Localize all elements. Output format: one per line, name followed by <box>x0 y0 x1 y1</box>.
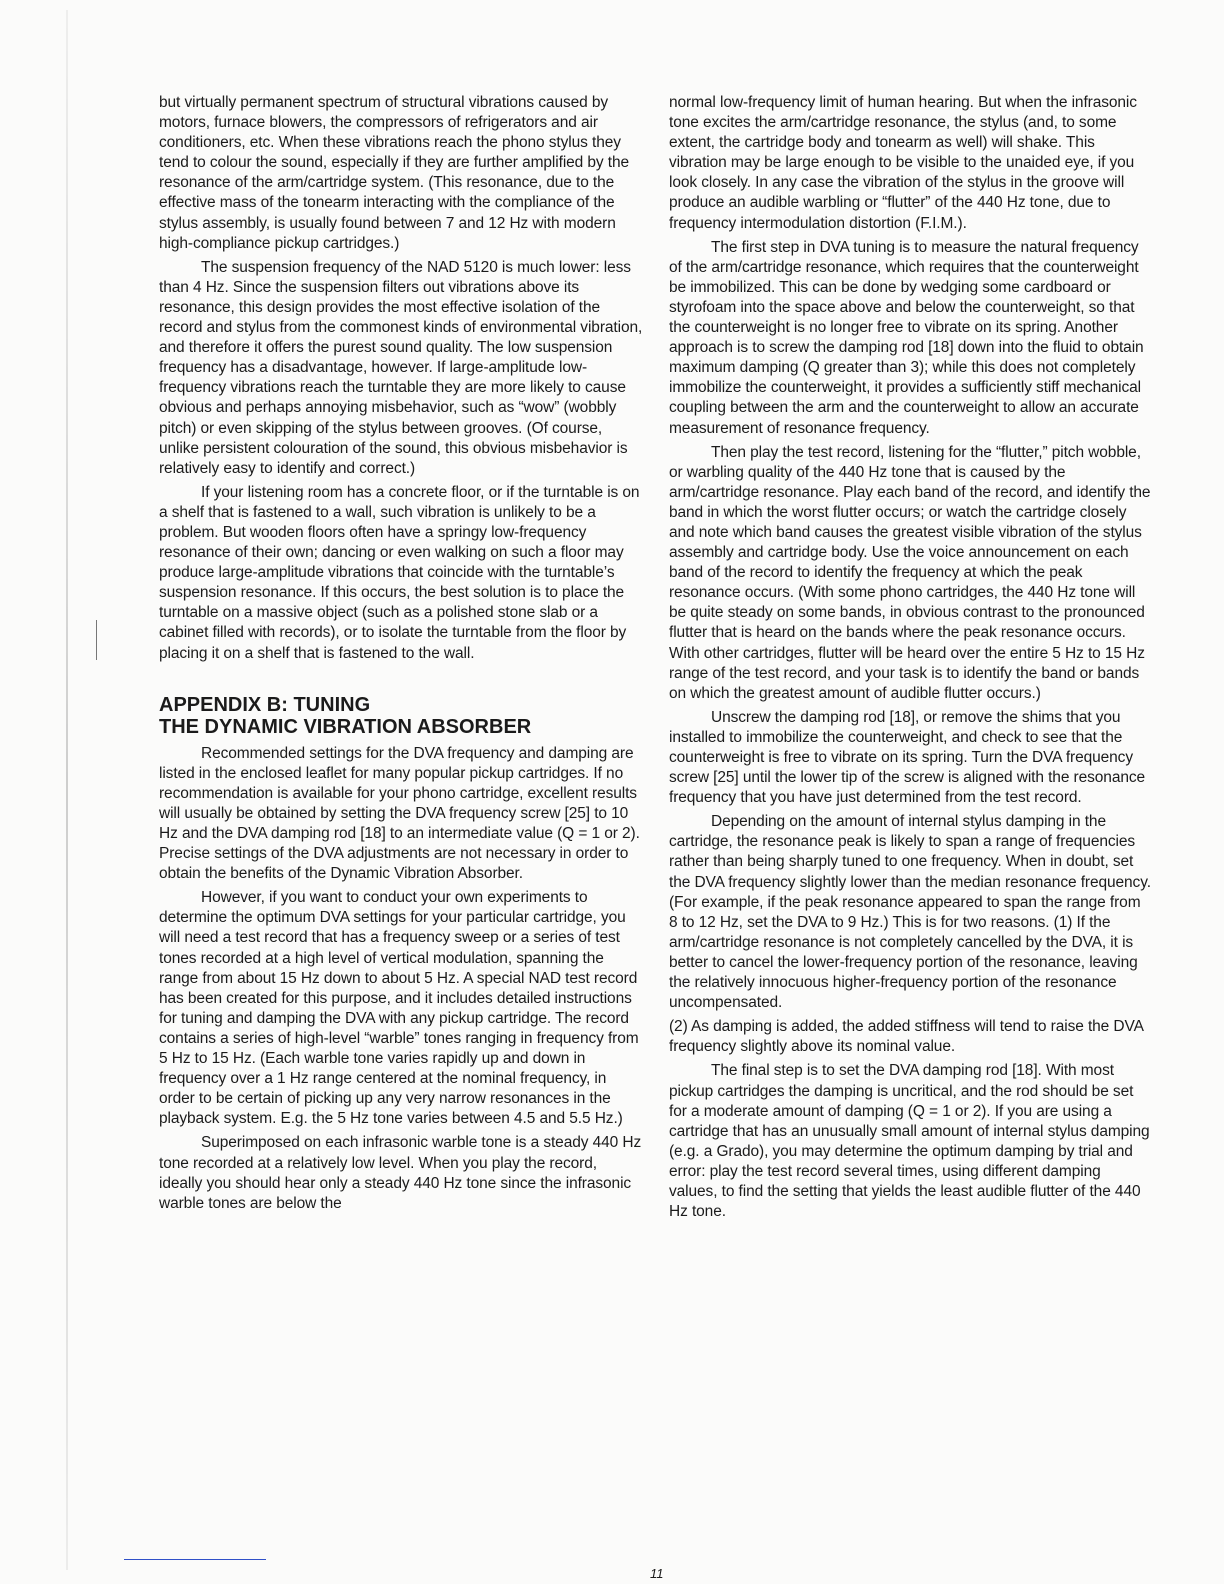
footer-rule <box>124 1559 266 1560</box>
scan-mark <box>96 620 97 660</box>
paragraph: Recommended settings for the DVA frequency and damping are listed in the enclosed leaflet for many popular pickup cartridges. If no recommendation is available for your phono cartridge, excellent results will usually be obtained by setting the DVA frequency screw [25] to 10 Hz and the DVA damping rod [18] to an intermediate value (Q = 1 or 2). Precise settings of the DVA adjustments are not necessary in order to obtain the benefits of the Dynamic Vibration Absorber. <box>159 744 640 883</box>
page-number: 11 <box>650 1566 664 1581</box>
heading-line: APPENDIX B: TUNING <box>159 693 371 716</box>
scan-binding-edge <box>66 10 68 1570</box>
paragraph: The first step in DVA tuning is to measure the natural frequency of the arm/cartridge resonance, which requires that the counterweight be immobilized. This can be done by wedging some cardboard or styrofoam into the space above and below the counterweight, so that the counterweight is no longer free to vibrate on its spring. Another approach is to screw the damping rod [18] down into the fluid to obtain maximum damping (Q greater than 3); while this does not completely immobilize the counterweight, it provides a sufficiently stiff mechanical coupling between the arm and the counterweight to allow an accurate measurement of resonance frequency. <box>669 238 1144 437</box>
paragraph: Unscrew the damping rod [18], or remove the shims that you installed to immobilize the counterweight, and check to see that the counterweight is free to vibrate on its spring. Turn the DVA frequency screw [25] until the lower tip of the screw is aligned with the resonance frequency that you have just determined from the test record. <box>669 708 1146 807</box>
paragraph: normal low-frequency limit of human hearing. But when the infrasonic tone excites the arm/cartridge resonance, the stylus (and, to some extent, the cartridge body and tonearm as well) will shake. This vibration may be large enough to be visible to the unaided eye, if you look closely. In any case the vibration of the stylus in the groove will produce an audible warbling or “flutter” of the 440 Hz tone, due to frequency intermodulation distortion (F.I.M.). <box>669 94 1137 232</box>
paragraph: Superimposed on each infrasonic warble tone is a steady 440 Hz tone recorded at a relatively low level. When you play the record, ideally you should hear only a steady 440 Hz tone since the infrasonic warble tones are below the <box>159 1134 642 1212</box>
paragraph: The suspension frequency of the NAD 5120 is much lower: less than 4 Hz. Since the suspension filters out vibrations above its resonance, this design provides the most effective isolation of the record and stylus from the commonest kinds of environmental vibration, and therefore it offers the purest sound quality. The low suspension frequency has a disadvantage, however. If large-amplitude low-frequency vibrations reach the turntable they are more likely to cause obvious and perhaps annoying misbehavior, such as “wow” (wobbly pitch) or even skipping of the stylus between grooves. (Of course, unlike persistent colouration of the sound, this obvious misbehavior is relatively easy to identify and correct.) <box>159 258 643 477</box>
paragraph: Depending on the amount of internal stylus damping in the cartridge, the resonance peak is likely to span a range of frequencies rather than being sharply tuned to one frequency. When in doubt, set the DVA frequency slightly lower than the median resonance frequency. (For example, if the peak resonance appeared to span the range from 8 to 12 Hz, set the DVA to 9 Hz.) This is for two reasons. (1) If the arm/cartridge resonance is not completely cancelled by the DVA, it is better to cancel the lower-frequency portion of the resonance, leaving the relatively innocuous higher-frequency portion of the resonance uncompensated. <box>669 813 1151 1012</box>
left-column <box>159 93 643 1218</box>
right-column <box>669 93 1153 1226</box>
paragraph: However, if you want to conduct your own experiments to determine the optimum DVA settings for your particular cartridge, you will need a test record that has a frequency sweep or a series of test tones recorded at a high level of vertical modulation, spanning the range from about 15 Hz down to about 5 Hz. A special NAD test record has been created for this purpose, and it includes detailed instructions for tuning and damping the DVA with any pickup cartridge. The record contains a series of high-level “warble” tones ranging in frequency from 5 Hz to 15 Hz. (Each warble tone varies rapidly up and down in frequency over a 1 Hz range centered at the nominal frequency, in order to be certain of picking up any very narrow resonances in the playback system. E.g. the 5 Hz tone varies between 4.5 and 5.5 Hz.) <box>159 889 639 1128</box>
paragraph: but virtually permanent spectrum of structural vibrations caused by motors, furnace blowers, the compressors of refrigerators and air conditioners, etc. When these vibrations reach the phono stylus they tend to colour the sound, especially if they are further amplified by the resonance of the arm/cartridge system. (This resonance, due to the effective mass of the tonearm interacting with the compliance of the stylus assembly, is usually found between 7 and 12 Hz with modern high-compliance pickup cartridges.) <box>159 94 630 252</box>
heading-line: THE DYNAMIC VIBRATION ABSORBER <box>159 715 532 738</box>
paragraph: Then play the test record, listening for the “flutter,” pitch wobble, or warbling quality of the 440 Hz tone that is caused by the arm/cartridge resonance. Play each band of the record, and identify the band in which the worst flutter occurs; or watch the cartridge closely and note which band causes the greatest visible vibration of the stylus assembly and cartridge body. Use the voice announcement on each band of the record to identify the frequency at which the peak resonance occurs. (With some phono cartridges, the 440 Hz tone will be quite steady on some bands, in obvious contrast to the pronounced flutter that is heard on the bands where the peak resonance occurs. With other cartridges, flutter will be heard over the entire 5 Hz to 15 Hz range of the test record, and your task is to identify the band or bands on which the greatest amount of audible flutter occurs.) <box>669 443 1151 702</box>
paragraph: If your listening room has a concrete floor, or if the turntable is on a shelf that is fastened to a wall, such vibration is unlikely to be a problem. But wooden floors often have a springy low-frequency resonance of their own; dancing or even walking on such a floor may produce large-amplitude vibrations that coincide with the turntable’s suspension resonance. If this occurs, the best solution is to place the turntable on a massive object (such as a polished stone slab or a cabinet filled with records), or to isolate the turntable from the floor by placing it on a shelf that is fastened to the wall. <box>159 483 640 662</box>
appendix-heading <box>159 694 643 738</box>
paragraph: (2) As damping is added, the added stiffness will tend to raise the DVA frequency slightly above its nominal value. <box>669 1018 1143 1056</box>
paragraph: The final step is to set the DVA damping rod [18]. With most pickup cartridges the damping is uncritical, and the rod should be set for a moderate amount of damping (Q = 1 or 2). If you are using a cartridge that has an unusually small amount of internal stylus damping (e.g. a Grado), you may determine the optimum damping by trial and error: play the test record several times, using different damping values, to find the setting that yields the least audible flutter of the 440 Hz tone. <box>669 1062 1150 1221</box>
